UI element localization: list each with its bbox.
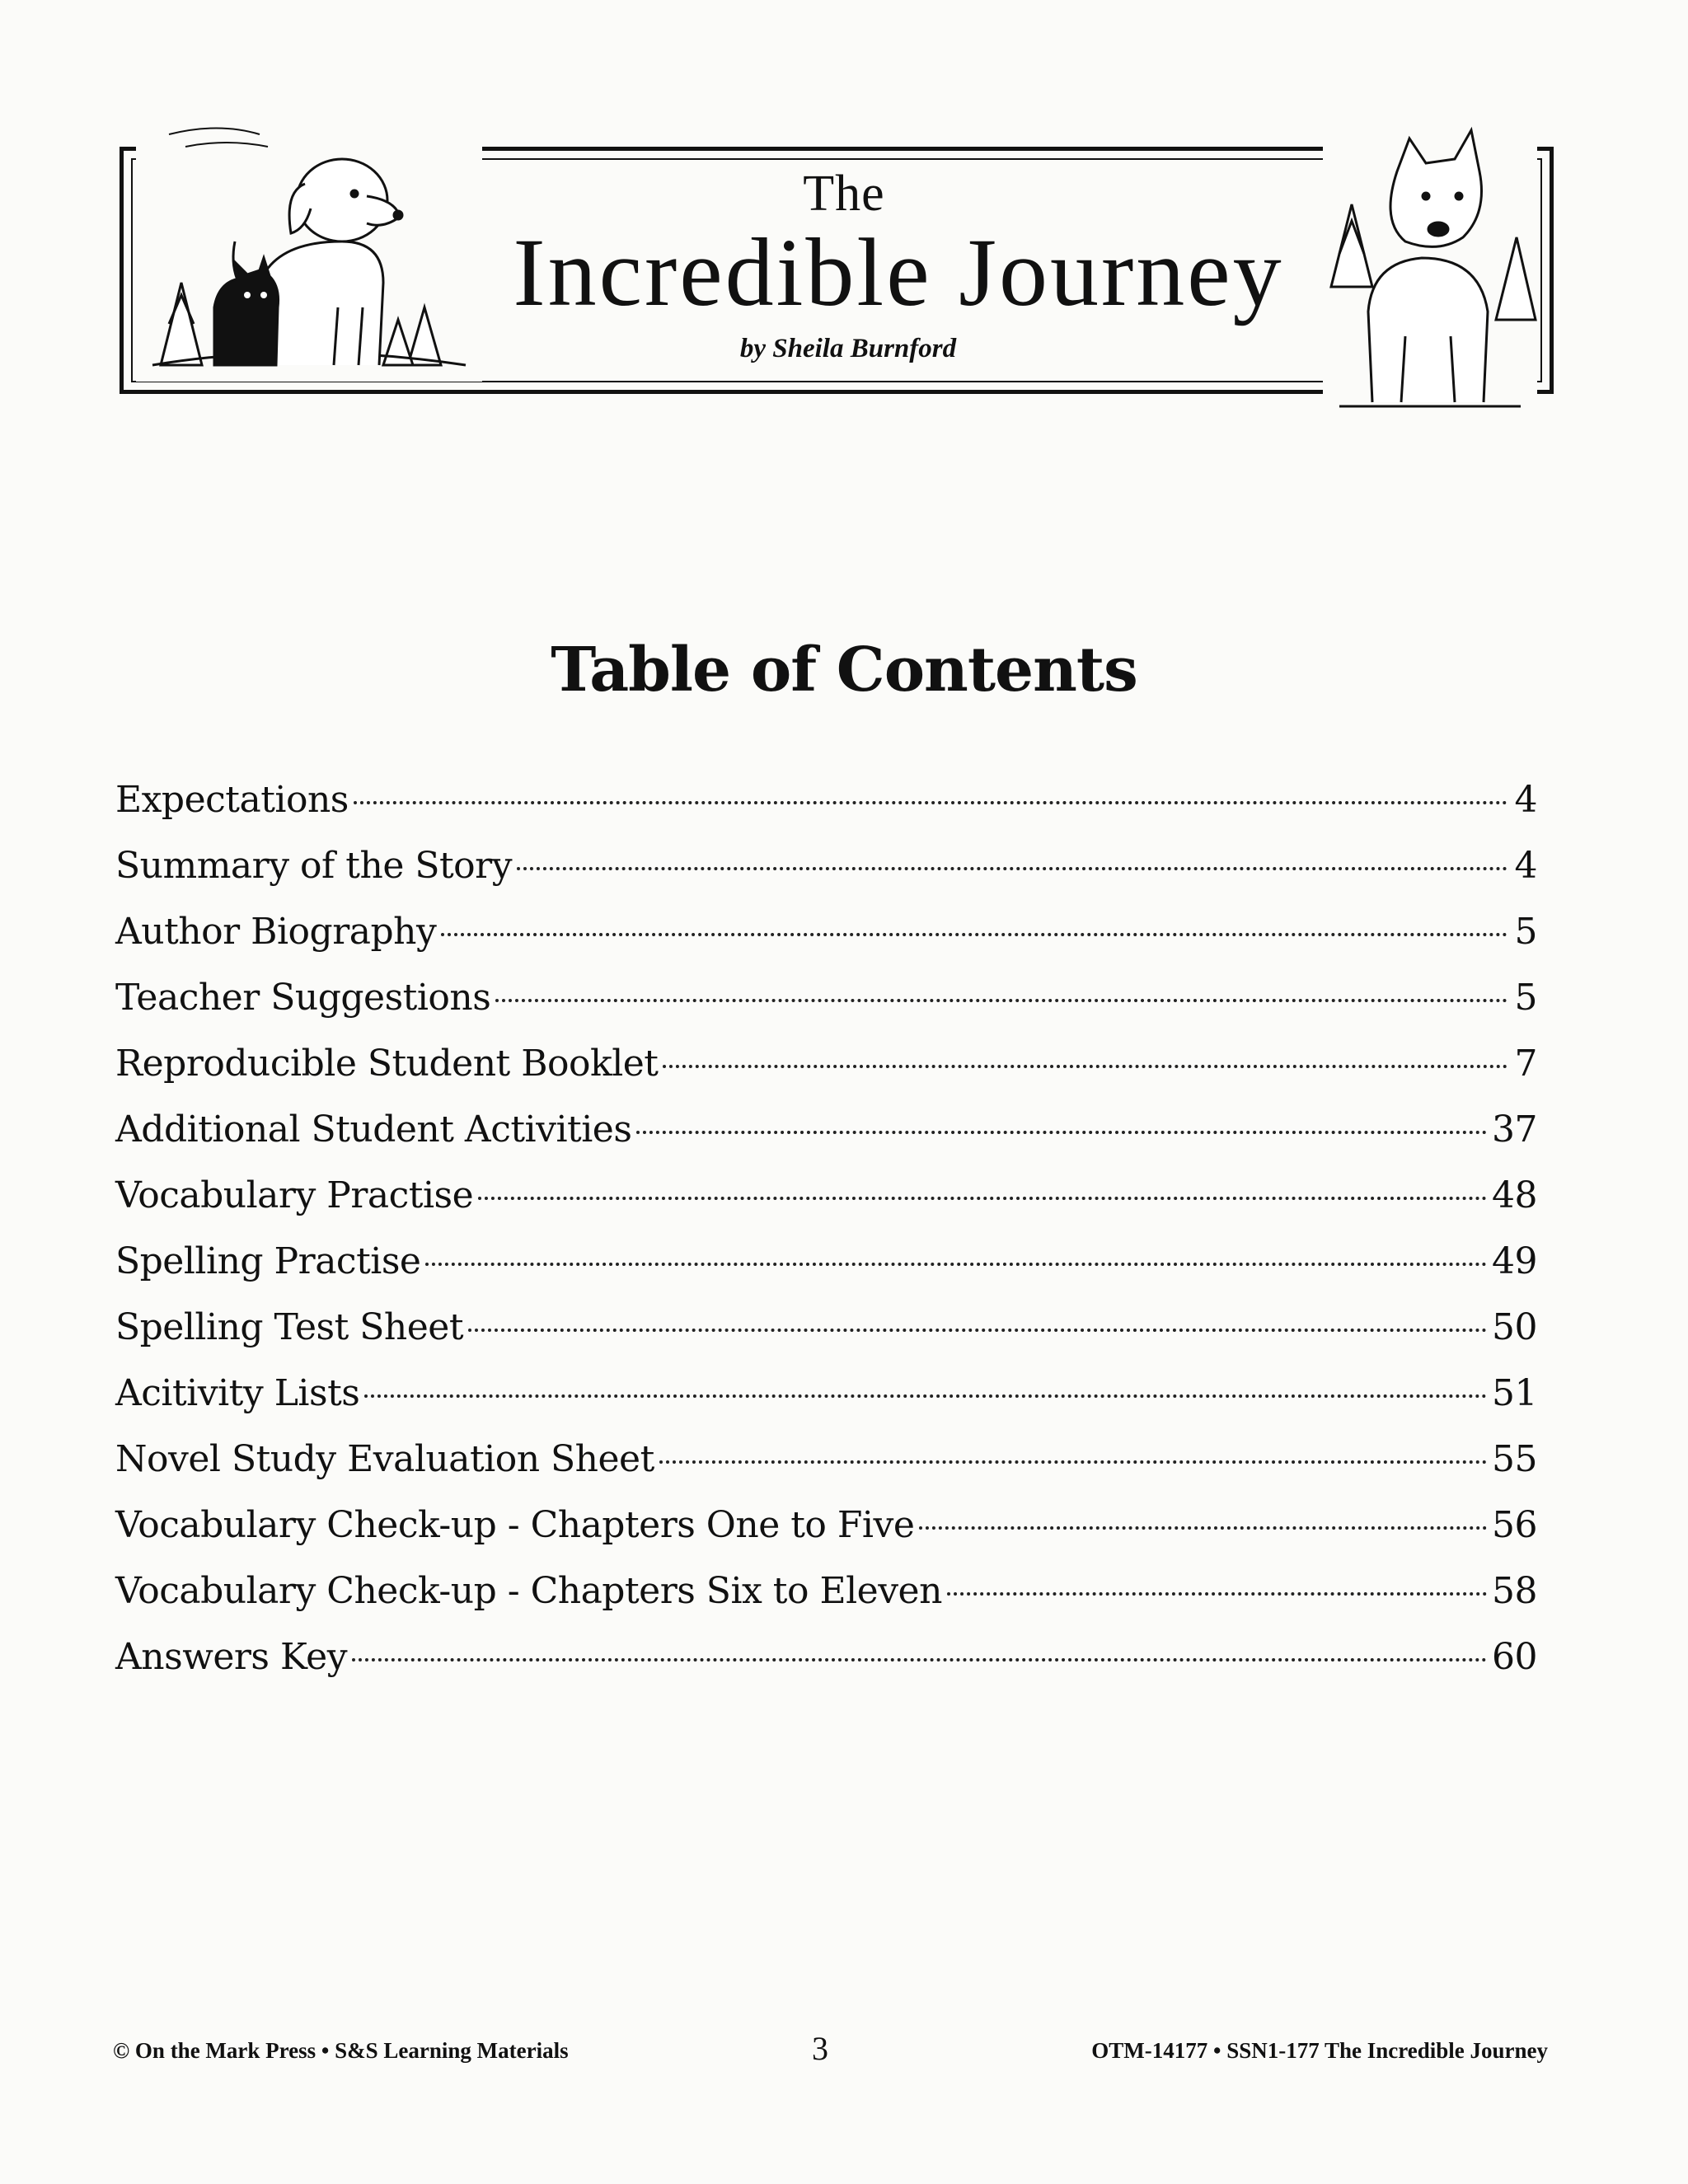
toc-entry[interactable]	[115, 1306, 1537, 1372]
toc-entry-label: Answers Key	[115, 1636, 348, 1678]
toc-entry-label: Vocabulary Check-up - Chapters Six to Eleven	[115, 1570, 942, 1612]
toc-entry[interactable]	[115, 1438, 1537, 1504]
toc-entry[interactable]	[115, 911, 1537, 977]
dot-leader	[354, 801, 1507, 804]
toc-entry[interactable]	[115, 779, 1537, 845]
title-the: The	[803, 166, 885, 222]
toc-entry-label: Summary of the Story	[115, 845, 513, 887]
toc-entry-label: Acitivity Lists	[115, 1372, 360, 1414]
toc-entry-page: 60	[1492, 1636, 1537, 1678]
toc-entry-page: 55	[1492, 1438, 1537, 1480]
footer-publisher: © On the Mark Press • S&S Learning Materials	[113, 2038, 569, 2063]
footer-product-code: OTM-14177 • SSN1-177 The Incredible Journey	[1091, 2038, 1548, 2063]
toc-entry-label: Additional Student Activities	[115, 1108, 632, 1151]
dot-leader	[352, 1658, 1487, 1661]
toc-entry-label: Vocabulary Practise	[115, 1174, 474, 1216]
toc-entry[interactable]	[115, 977, 1537, 1043]
dot-leader	[468, 1329, 1487, 1332]
toc-entry-label: Author Biography	[115, 911, 437, 953]
toc-entry[interactable]	[115, 845, 1537, 911]
toc-entry-page: 37	[1492, 1108, 1537, 1151]
toc-entry[interactable]	[115, 1504, 1537, 1570]
dot-leader	[947, 1592, 1487, 1596]
toc-entry-page: 56	[1492, 1504, 1537, 1546]
toc-entry-page: 7	[1514, 1043, 1537, 1085]
toc-entry-page: 5	[1514, 911, 1537, 953]
toc-entry-label: Spelling Practise	[115, 1240, 421, 1282]
toc-heading: Table of Contents	[551, 635, 1137, 705]
toc-entry[interactable]	[115, 1636, 1537, 1702]
toc-entry-page: 4	[1514, 779, 1537, 821]
toc-entry-page: 5	[1514, 977, 1537, 1019]
toc-entry-page: 48	[1492, 1174, 1537, 1216]
author-line: by Sheila Burnford	[739, 334, 957, 363]
toc-entry[interactable]	[115, 1043, 1537, 1108]
dot-leader	[663, 1065, 1507, 1068]
toc-entry[interactable]	[115, 1372, 1537, 1438]
toc-entry-label: Vocabulary Check-up - Chapters One to Five	[115, 1504, 915, 1546]
toc-entry-label: Reproducible Student Booklet	[115, 1043, 659, 1085]
dot-leader	[517, 867, 1507, 870]
toc-entry-page: 50	[1492, 1306, 1537, 1348]
dot-leader	[495, 999, 1507, 1002]
dot-leader	[425, 1263, 1487, 1266]
toc-entry-page: 4	[1514, 845, 1537, 887]
toc-entry-label: Expectations	[115, 779, 349, 821]
book-title: Incredible Journey	[513, 218, 1284, 326]
toc-entry-page: 49	[1492, 1240, 1537, 1282]
toc-entry-label: Spelling Test Sheet	[115, 1306, 464, 1348]
toc-entry-page: 51	[1492, 1372, 1537, 1414]
dot-leader	[364, 1394, 1487, 1398]
toc-entry-label: Teacher Suggestions	[115, 977, 491, 1019]
toc-entry[interactable]	[115, 1570, 1537, 1636]
toc-entry[interactable]	[115, 1240, 1537, 1306]
toc-entry[interactable]	[115, 1174, 1537, 1240]
toc-entry[interactable]	[115, 1108, 1537, 1174]
dot-leader	[636, 1131, 1487, 1134]
dot-leader	[919, 1526, 1487, 1530]
footer-page-number: 3	[812, 2030, 828, 2067]
toc-entry-label: Novel Study Evaluation Sheet	[115, 1438, 654, 1480]
toc-entry-page: 58	[1492, 1570, 1537, 1612]
dot-leader	[441, 933, 1507, 936]
dot-leader	[659, 1460, 1487, 1464]
toc-list	[115, 779, 1537, 1702]
dot-leader	[478, 1197, 1487, 1200]
